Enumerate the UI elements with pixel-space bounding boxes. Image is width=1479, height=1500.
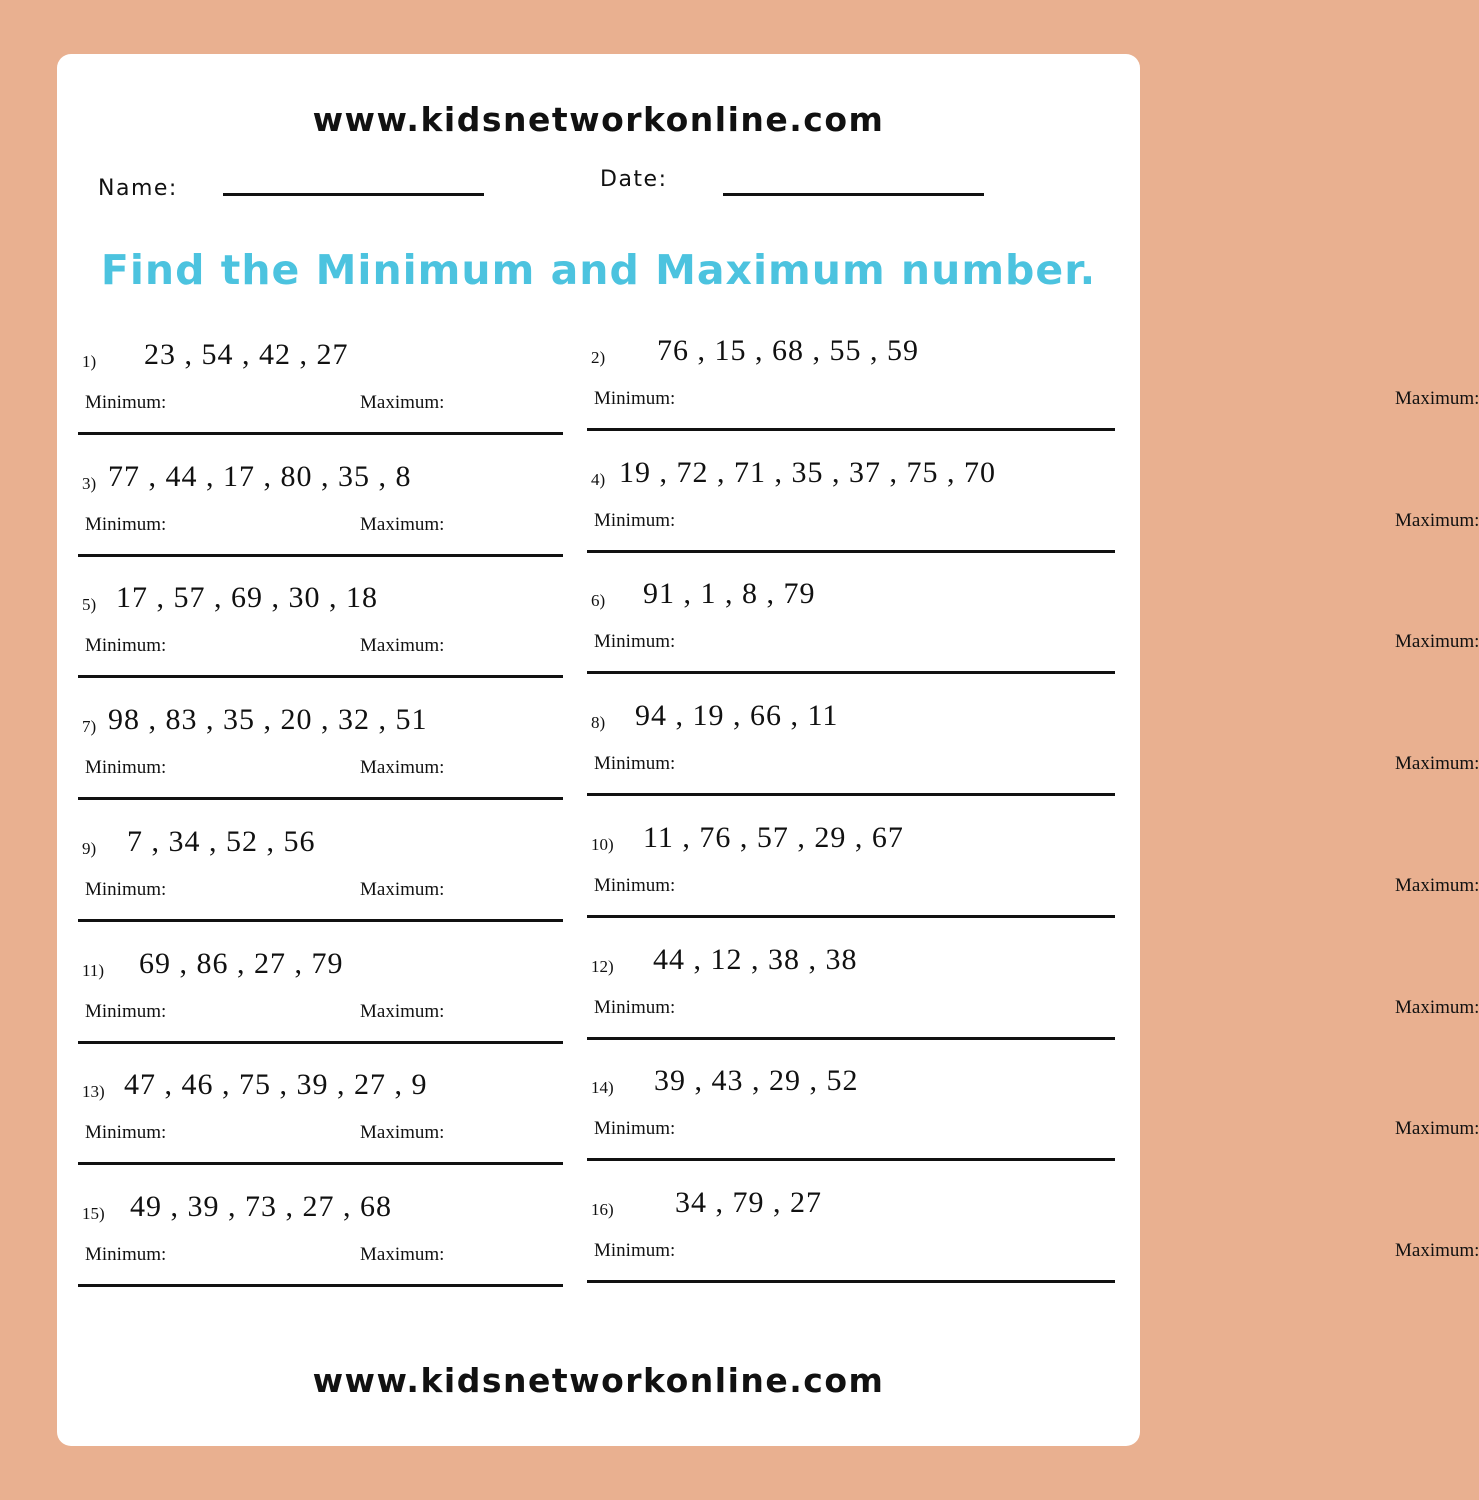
minimum-label: Minimum: — [85, 635, 167, 657]
answer-divider — [78, 1162, 563, 1165]
minimum-label: Minimum: — [85, 392, 167, 413]
answer-divider — [78, 919, 563, 922]
answer-divider — [587, 793, 1115, 796]
maximum-label: Maximum: — [360, 1243, 445, 1265]
number-sequence: 7 , 34 , 52 , 56 — [127, 824, 316, 858]
answer-divider — [78, 1284, 563, 1287]
number-sequence: 34 , 79 , 27 — [675, 1185, 822, 1219]
maximum-label: Maximum: — [360, 513, 445, 535]
problem-number: 16) — [591, 1199, 614, 1219]
name-line — [223, 193, 484, 196]
minimum-label: Minimum: — [594, 996, 676, 1018]
problem-item — [587, 699, 1479, 835]
answer-divider — [78, 554, 563, 557]
answer-divider — [587, 428, 1115, 431]
problem-number: 12) — [591, 956, 614, 976]
problem-item — [78, 459, 563, 596]
minimum-label: Minimum: — [594, 1239, 676, 1261]
problem-item — [78, 703, 563, 839]
minimum-label: Minimum: — [594, 509, 676, 531]
maximum-label: Maximum: — [360, 878, 445, 900]
maximum-label: Maximum: — [1395, 753, 1479, 775]
maximum-label: Maximum: — [360, 757, 445, 779]
number-sequence: 94 , 19 , 66 , 11 — [635, 699, 839, 733]
problem-number: 3) — [82, 473, 97, 493]
number-sequence: 91 , 1 , 8 , 79 — [643, 577, 816, 611]
problem-number: 11) — [82, 960, 105, 980]
number-sequence: 44 , 12 , 38 , 38 — [653, 942, 858, 976]
number-sequence: 98 , 83 , 35 , 20 , 32 , 51 — [108, 703, 428, 737]
minimum-label: Minimum: — [85, 878, 167, 900]
problem-number: 4) — [591, 469, 606, 489]
minimum-label: Minimum: — [85, 513, 167, 535]
website-footer: www.kidsnetworkonline.com — [312, 1361, 885, 1400]
answer-divider — [587, 1158, 1115, 1161]
problem-number: 15) — [82, 1203, 105, 1223]
problem-item — [587, 1064, 1479, 1200]
number-sequence: 76 , 15 , 68 , 55 , 59 — [657, 334, 919, 367]
number-sequence: 23 , 54 , 42 , 27 — [144, 338, 349, 371]
minimum-label: Minimum: — [85, 1000, 167, 1022]
number-sequence: 49 , 39 , 73 , 27 , 68 — [130, 1189, 392, 1223]
maximum-label: Maximum: — [1395, 631, 1479, 653]
problem-item — [78, 946, 563, 1083]
worksheet-title: Find the Minimum and Maximum number. — [100, 246, 1097, 294]
answer-divider — [78, 797, 563, 800]
answer-divider — [587, 550, 1115, 553]
problem-item — [78, 581, 563, 717]
maximum-label: Maximum: — [360, 1122, 445, 1144]
number-sequence: 11 , 76 , 57 , 29 , 67 — [643, 820, 904, 854]
problem-number: 1) — [82, 352, 97, 371]
problem-item — [78, 824, 563, 961]
problem-number: 10) — [591, 834, 614, 854]
problem-item — [587, 1185, 1479, 1322]
minimum-label: Minimum: — [594, 753, 676, 775]
maximum-label: Maximum: — [360, 1000, 445, 1022]
maximum-label: Maximum: — [360, 392, 445, 413]
maximum-label: Maximum: — [1395, 1118, 1479, 1140]
problem-number: 6) — [591, 591, 606, 611]
name-label: Name: — [98, 176, 178, 201]
minimum-label: Minimum: — [85, 1243, 167, 1265]
number-sequence: 17 , 57 , 69 , 30 , 18 — [116, 581, 378, 615]
answer-divider — [587, 671, 1115, 674]
problem-item — [587, 820, 1479, 957]
number-sequence: 39 , 43 , 29 , 52 — [654, 1064, 859, 1098]
problem-number: 9) — [82, 838, 97, 858]
minimum-label: Minimum: — [85, 757, 167, 779]
answer-divider — [78, 1041, 563, 1044]
maximum-label: Maximum: — [1395, 509, 1479, 531]
problem-number: 14) — [591, 1078, 614, 1098]
number-sequence: 19 , 72 , 71 , 35 , 37 , 75 , 70 — [619, 455, 996, 489]
answer-divider — [78, 675, 563, 678]
problem-item — [78, 1189, 563, 1326]
worksheet — [57, 54, 1479, 1446]
minimum-label: Minimum: — [594, 874, 676, 896]
maximum-label: Maximum: — [1395, 874, 1479, 896]
problem-item — [587, 455, 1479, 592]
maximum-label: Maximum: — [1395, 996, 1479, 1018]
problem-item — [587, 942, 1479, 1079]
number-sequence: 69 , 86 , 27 , 79 — [139, 946, 344, 980]
minimum-label: Minimum: — [594, 1118, 676, 1140]
maximum-label: Maximum: — [360, 635, 445, 657]
date-line — [723, 193, 984, 196]
number-sequence: 77 , 44 , 17 , 80 , 35 , 8 — [108, 459, 412, 493]
minimum-label: Minimum: — [594, 388, 676, 409]
problem-number: 8) — [591, 713, 606, 733]
answer-divider — [78, 432, 563, 435]
problem-number: 7) — [82, 717, 97, 737]
website-header: www.kidsnetworkonline.com — [312, 100, 885, 139]
problem-item — [587, 334, 1479, 470]
number-sequence: 47 , 46 , 75 , 39 , 27 , 9 — [124, 1068, 428, 1102]
problem-number: 13) — [82, 1082, 105, 1102]
maximum-label: Maximum: — [1395, 1239, 1479, 1261]
answer-divider — [587, 1280, 1115, 1283]
problem-item — [78, 338, 563, 474]
answer-divider — [587, 915, 1115, 918]
answer-divider — [587, 1037, 1115, 1040]
problem-item — [587, 577, 1479, 713]
maximum-label: Maximum: — [1395, 388, 1479, 409]
problem-number: 5) — [82, 595, 97, 615]
date-label: Date: — [600, 167, 668, 192]
problem-number: 2) — [591, 348, 606, 367]
minimum-label: Minimum: — [85, 1122, 167, 1144]
problem-item — [78, 1068, 563, 1204]
minimum-label: Minimum: — [594, 631, 676, 653]
